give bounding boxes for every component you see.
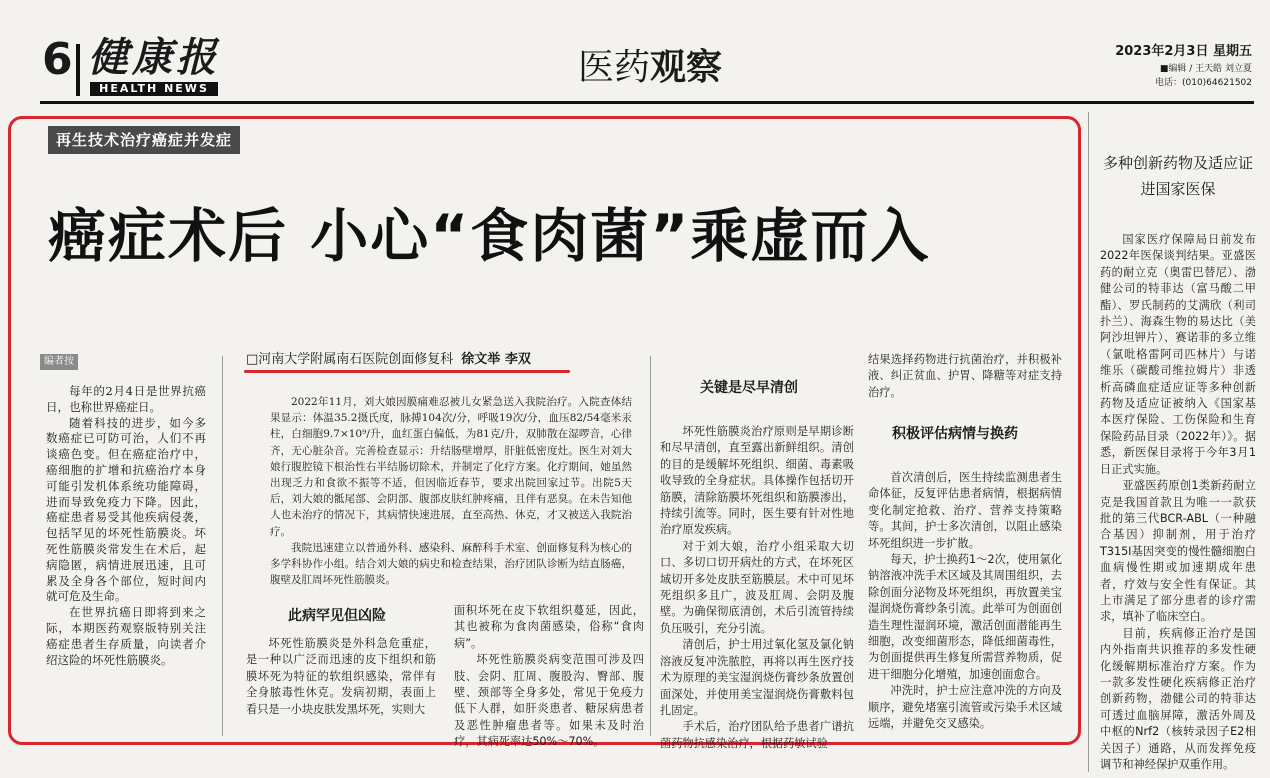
sidebar-divider (1088, 112, 1089, 772)
sidebar-paragraph: 目前，疾病修正治疗是国内外指南共识推荐的多发性硬化缓解期标准治疗方案。作为一款多发性硬化疾病修正治疗创新药物，渤健公司的特菲达可透过血脑屏障，激活外周及中枢的Nrf2（核转录因子E2相关因子）通路，从而发挥免疫调节和神经保护双重作用。 (1100, 626, 1256, 771)
body-paragraph: 坏死性筋膜炎是外科急危重症，是一种以广泛而迅速的皮下组织和筋膜坏死为特征的软组织感染，常伴有全身脓毒性休克。发病初期，表面上看只是一小块皮肤发黑坏死，实则大 (246, 637, 436, 716)
sidebar-headline: 多种创新药物及适应证进国家医保 (1102, 154, 1253, 198)
page-number-divider (76, 44, 80, 96)
column-divider (650, 356, 651, 736)
editor-note-paragraph: 在世界抗癌日即将到来之际，本期医药观察版特别关注癌症患者生存质量，向读者介绍这险的坏死性筋膜炎。 (46, 605, 206, 667)
section-body (868, 352, 1062, 401)
sidebar-paragraph: 亚盛医药原创1类新药耐立克是我国首款且为唯一一款获批的第三代BCR-ABL（一种融合基因）抑制剂，用于治疗T315I基因突变的慢性髓细胞白血病慢性期或加速期成年患者，疗效与安全性有保证。其上市满足了部分患者的诊疗需求，填补了临床空白。 (1100, 479, 1256, 624)
body-paragraph: 每天，护士换药1～2次，使用氯化钠溶液冲洗手术区域及其周围组织，去除创面分泌物及坏死组织，再放置美宝湿润烧伤膏纱条引流。此举可为创面创造生理性湿润环境，激活创面潜能再生细胞，改变细菌形态，降低细菌毒性，为创面提供再生修复所需营养物质，促进干细胞分化增殖，加速创面愈合。 (868, 553, 1062, 681)
editor-note (46, 384, 206, 668)
newspaper-logo: 健康报 (88, 34, 220, 81)
section-heading: 此病罕见但凶险 (288, 608, 386, 624)
section-heading: 积极评估病情与换药 (892, 426, 1018, 442)
sidebar-paragraph: 国家医疗保障局日前发布2022年医保谈判结果。亚盛医药的耐立克（奥雷巴替尼）、渤健公司的特菲达（富马酸二甲酯）、罗氏制药的艾满欣（利司扑兰）、海森生物的易达比（美阿沙坦钾片）、赛诺菲的多立维（氯吡格雷阿司匹林片）与诺维乐（碳酸司维拉姆片）非透析高磷血症适应证等多种创新药物及适应证被纳入《国家基本医疗保险、工伤保险和生育保险药品目录（2022年）》。据悉，新医保目录将于今年3月1日正式实施。 (1100, 233, 1256, 476)
headline: 癌症术后 小心“食肉菌”乘虚而入 (48, 202, 931, 270)
body-paragraph: 面积坏死在皮下软组织蔓延，因此，其也被称为食肉菌感染，俗称“食肉病”。 (454, 604, 644, 650)
body-paragraph: 对于刘大娘，治疗小组采取大切口、多切口切开病灶的方式，在坏死区域切开多处皮肤至筋膜层。术中可见坏死组织多且广，波及肛周、会阴及腹壁。为确保彻底清创，术后引流管持续负压吸引，充分引流。 (660, 539, 854, 635)
topic-tag: 再生技术治疗癌症并发症 (48, 126, 240, 154)
body-paragraph: 结果选择药物进行抗菌治疗，并积极补液、纠正贫血、护胃、降糖等对症支持治疗。 (868, 353, 1062, 399)
authors: 徐文举 李双 (461, 352, 531, 367)
page-number: 6 (42, 34, 73, 85)
affiliation: □河南大学附属南石医院创面修复科 (246, 352, 454, 367)
newspaper-logo-en: HEALTH NEWS (90, 82, 218, 96)
column-divider (222, 356, 223, 736)
editor-note-tag: 编者按 (40, 354, 78, 370)
intro-paragraph: 我院迅速建立以普通外科、感染科、麻醉科手术室、创面修复科为核心的多学科协作小组。结合刘大娘的病史和检查结果，治疗团队诊断为结直肠癌，腹壁及肛周坏死性筋膜炎。 (270, 541, 632, 587)
sidebar-body (1100, 232, 1256, 773)
body-paragraph: 清创后，护士用过氧化氢及氯化钠溶液反复冲洗脓腔，再将以再生医疗技术为原理的美宝湿润烧伤膏纱条放置创面深处，并使用美宝湿润烧伤膏敷料包扎固定。 (660, 638, 854, 717)
intro-paragraph: 2022年11月，刘大娘因膜痛难忍被儿女紧急送入我院治疗。入院查体结果显示：体温35.2摄氏度，脉搏104次/分，呼吸19次/分，血压82/54毫米汞柱，白细胞9.7×10⁹/升，血红蛋白偏低，为81克/升，双肺散在湿啰音，心律齐，无心脏杂音。完善检查显示：升结肠壁增厚，肝脏低密度灶。医生对刘大娘行腹腔镜下根治性右半结肠切除术，并制定了化疗方案。化疗期间，她虽然出现乏力和食欲不振等不适，但因临近春节，要求出院回家过节。出院5天后，刘大娘的骶尾部、会阴部、腹部皮肤红肿疼痛，且伴有恶臭。在未告知他人也未治疗的情况下，其病情快速进展，直至高热、休克，才又被送入我院治疗。 (270, 396, 632, 538)
body-paragraph: 冲洗时，护士应注意冲洗的方向及顺序，避免堵塞引流管或污染手术区域远端，并避免交叉感染。 (868, 684, 1062, 731)
section-title: 医药观察 (577, 47, 723, 88)
issue-date: 2023年2月3日 星期五 (1115, 44, 1252, 59)
section-body (246, 636, 436, 718)
body-paragraph: 坏死性筋膜炎治疗原则是早期诊断和尽早清创，直至露出新鲜组织。清创的目的是缓解坏死组织、细菌、毒素吸收导致的全身症状。具体操作包括切开筋膜，清除筋膜坏死组织和筋膜渗出，持续引流等。同时，医生要有针对性地治疗原发疾病。 (660, 425, 854, 537)
byline (246, 351, 531, 369)
case-intro (270, 394, 632, 588)
editor-note-paragraph: 每年的2月4日是世界抗癌日，也称世界癌症日。 (46, 384, 206, 414)
byline-underline (244, 370, 570, 373)
editor-note-paragraph: 随着科技的进步，如今多数癌症已可防可治，人们不再谈癌色变。但在癌症治疗中，癌细胞的扩增和抗癌治疗本身可能引发机体系统功能障碍，进而导致免疫力下降。因此，癌症患者易受其他疾病侵袭，包括罕见的坏死性筋膜炎。坏死性筋膜炎常发生在术后，起病隐匿，病情进展迅速，且可累及全身各个部位，短时间内就可危及生命。 (46, 415, 206, 604)
body-paragraph: 坏死性筋膜炎病变范围可涉及四肢、会阴、肛周、腹股沟、臀部、腹壁、颈部等全身多处，常见于免疫力低下人群，如肝炎患者、糖尿病患者及恶性肿瘤患者等。如果未及时治疗，其病死率达50%～70%。 (454, 653, 644, 749)
editors: ■编辑 / 王天皓 刘立夏 (1159, 64, 1252, 74)
editor-info (1155, 62, 1252, 90)
phone: 电话：(010)64621502 (1154, 78, 1252, 88)
section-body (454, 603, 644, 751)
section-body (660, 424, 854, 752)
section-heading: 关键是尽早清创 (700, 380, 798, 396)
body-paragraph: 手术后，治疗团队给予患者广谱抗菌药物抗感染治疗，根据药敏试验 (660, 720, 854, 750)
header-rule (40, 101, 1254, 104)
section-body (868, 470, 1062, 733)
body-paragraph: 首次清创后，医生持续监测患者生命体征，反复评估患者病情，根据病情变化制定抢救、治疗、营养支持策略等。其间，护士多次清创，以阻止感染坏死组织进一步扩散。 (868, 471, 1062, 550)
